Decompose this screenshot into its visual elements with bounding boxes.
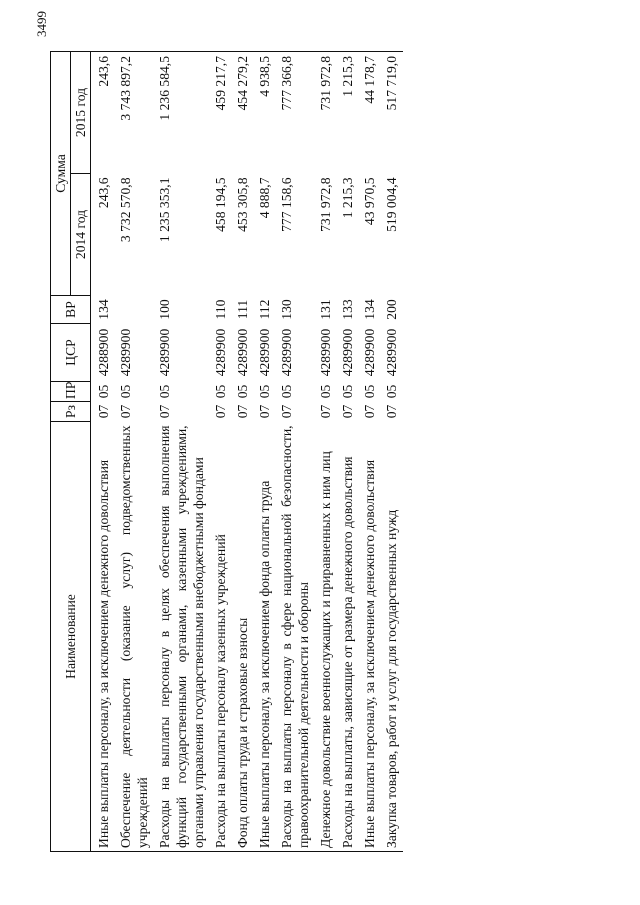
table-row [115, 52, 154, 852]
row-pr: 05 [362, 384, 377, 399]
table-row [210, 52, 232, 852]
row-pr: 05 [235, 384, 250, 399]
table-header [51, 52, 91, 852]
row-csr: 4289900 [362, 328, 377, 377]
header-2015: 2015 год [71, 52, 91, 174]
row-pr: 05 [384, 384, 399, 399]
row-rz: 07 [362, 404, 377, 419]
row-name: Иные выплаты персоналу, за исключением фонда оплаты труда [254, 422, 276, 852]
table-row [154, 52, 210, 852]
row-pr: 05 [96, 384, 111, 399]
row-vr: 134 [96, 299, 111, 320]
header-csr: ЦСР [51, 324, 91, 382]
row-value-2015: 459 217,7 [210, 52, 232, 174]
table-row [315, 52, 337, 852]
row-value-2014: 1 235 353,1 [157, 177, 172, 243]
row-value-2015: 243,6 [93, 52, 115, 174]
header-sum: Сумма [51, 52, 71, 296]
row-name: Обеспечение деятельности (оказание услуг) подведомственных учреждений [115, 422, 154, 852]
row-value-2014: 453 305,8 [235, 177, 250, 232]
row-csr: 4289900 [213, 328, 228, 377]
row-value-2014: 1 215,3 [340, 177, 355, 219]
row-value-2014: 731 972,8 [318, 177, 333, 232]
row-name: Закупка товаров, работ и услуг для государственных нужд [381, 422, 403, 852]
row-csr: 4289900 [318, 328, 333, 377]
row-csr: 4288900 [96, 328, 111, 377]
header-name: Наименование [51, 422, 91, 852]
row-name: Расходы на выплаты персоналу в целях обеспечения выполнения функций государственными органами, казенными учреждениями, органами управления государственными внебюджетными фондами [154, 422, 210, 852]
row-vr: 100 [157, 299, 172, 320]
row-rz: 07 [213, 404, 228, 419]
row-vr: 131 [318, 299, 333, 320]
row-csr: 4289900 [340, 328, 355, 377]
row-vr: 134 [362, 299, 377, 320]
page-number-text: 3499 [34, 11, 49, 37]
row-vr: 111 [235, 299, 250, 320]
table-body [91, 52, 404, 852]
row-csr: 4289900 [118, 328, 133, 377]
row-value-2014: 519 004,4 [384, 177, 399, 232]
row-value-2015: 777 366,8 [276, 52, 315, 174]
row-pr: 05 [157, 384, 172, 399]
row-value-2015: 3 743 897,2 [115, 52, 154, 174]
row-rz: 07 [96, 404, 111, 419]
row-vr [115, 296, 154, 324]
row-csr: 4289900 [157, 328, 172, 377]
table-row [337, 52, 359, 852]
row-pr: 05 [213, 384, 228, 399]
row-name: Расходы на выплаты персоналу казенных учреждений [210, 422, 232, 852]
row-value-2014: 243,6 [96, 177, 111, 209]
header-vr: ВР [51, 296, 91, 324]
row-vr: 133 [340, 299, 355, 320]
row-vr: 130 [279, 299, 294, 320]
page-number [34, 4, 49, 44]
row-vr: 112 [257, 299, 272, 320]
table-row [254, 52, 276, 852]
row-vr: 110 [213, 299, 228, 320]
row-name: Денежное довольствие военнослужащих и приравненных к ним лиц [315, 422, 337, 852]
row-rz: 07 [257, 404, 272, 419]
row-value-2015: 1 215,3 [337, 52, 359, 174]
row-csr: 4289900 [279, 328, 294, 377]
table-row [276, 52, 315, 852]
table-row [359, 52, 381, 852]
row-vr: 200 [384, 299, 399, 320]
row-rz: 07 [318, 404, 333, 419]
header-rz: Рз [51, 402, 91, 422]
row-name: Иные выплаты персоналу, за исключением денежного довольствия [359, 422, 381, 852]
row-pr: 05 [318, 384, 333, 399]
row-value-2015: 4 938,5 [254, 52, 276, 174]
row-value-2015: 1 236 584,5 [154, 52, 210, 174]
rotated-table-area [50, 52, 590, 852]
table-row [232, 52, 254, 852]
table-row [93, 52, 115, 852]
budget-table [50, 51, 403, 852]
row-rz: 07 [384, 404, 399, 419]
row-value-2014: 4 888,7 [257, 177, 272, 219]
row-value-2014: 43 970,5 [362, 177, 377, 226]
table-row [381, 52, 403, 852]
row-value-2015: 517 719,0 [381, 52, 403, 174]
row-csr: 4289900 [235, 328, 250, 377]
header-2014: 2014 год [71, 174, 91, 296]
row-name: Иные выплаты персоналу, за исключением денежного довольствия [93, 422, 115, 852]
row-value-2015: 44 178,7 [359, 52, 381, 174]
row-csr: 4289900 [257, 328, 272, 377]
row-name: Расходы на выплаты, зависящие от размера денежного довольствия [337, 422, 359, 852]
row-pr: 05 [340, 384, 355, 399]
header-pr: ПР [51, 382, 91, 402]
row-value-2014: 458 194,5 [213, 177, 228, 232]
row-value-2015: 731 972,8 [315, 52, 337, 174]
row-rz: 07 [340, 404, 355, 419]
row-value-2014: 777 158,6 [279, 177, 294, 232]
row-name: Расходы на выплаты персоналу в сфере национальной безопасности, правоохранительной деятельности и обороны [276, 422, 315, 852]
row-rz: 07 [279, 404, 294, 419]
row-name: Фонд оплаты труда и страховые взносы [232, 422, 254, 852]
row-pr: 05 [257, 384, 272, 399]
row-pr: 05 [279, 384, 294, 399]
row-pr: 05 [118, 384, 133, 399]
row-rz: 07 [157, 404, 172, 419]
row-value-2015: 454 279,2 [232, 52, 254, 174]
row-csr: 4289900 [384, 328, 399, 377]
row-value-2014: 3 732 570,8 [118, 177, 133, 243]
row-rz: 07 [118, 404, 133, 419]
row-rz: 07 [235, 404, 250, 419]
